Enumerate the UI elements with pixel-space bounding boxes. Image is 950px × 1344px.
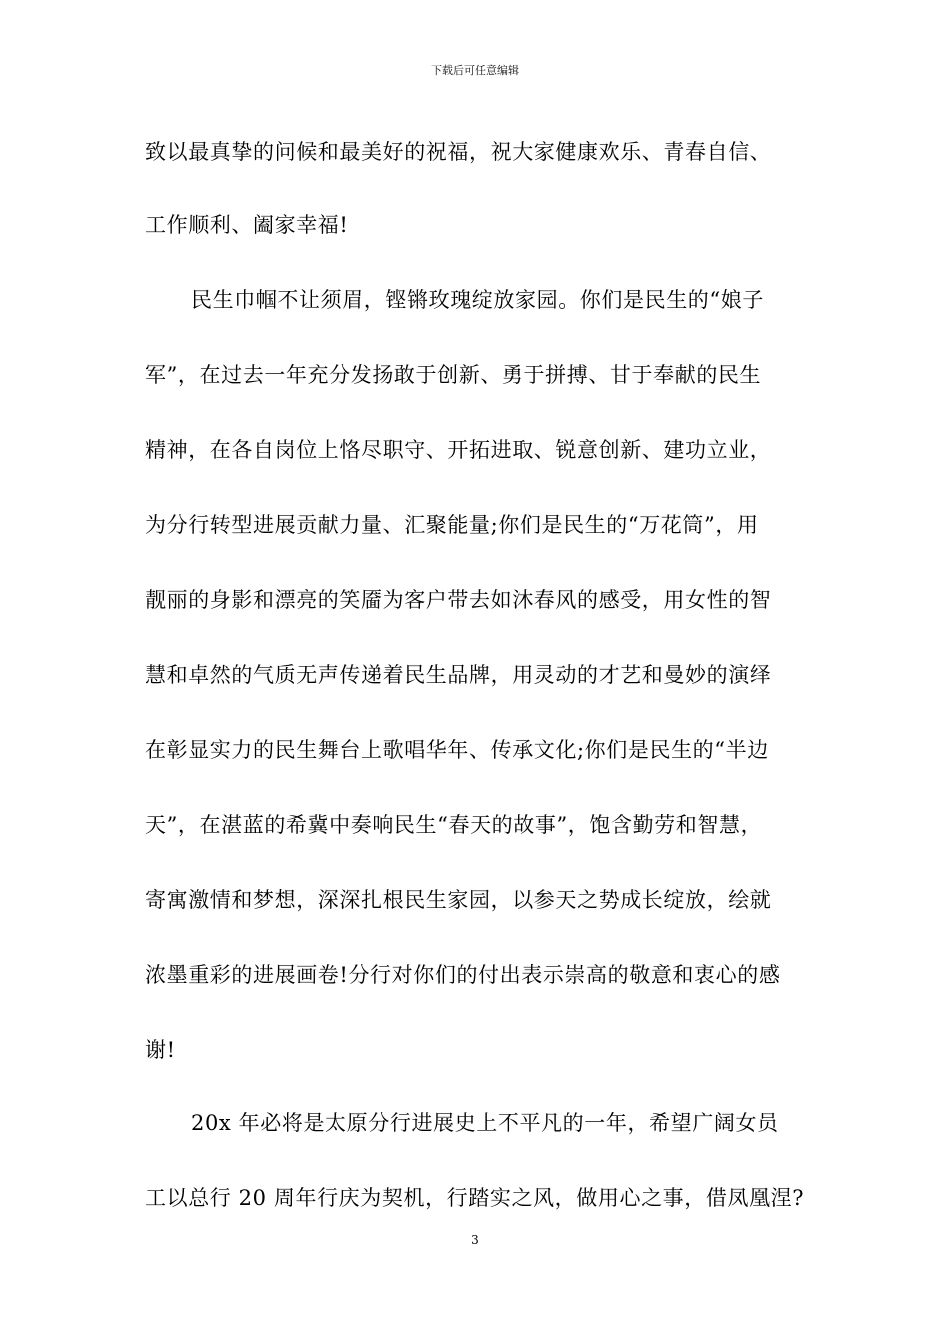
text-line: 寄寓激情和梦想，深深扎根民生家园，以参天之势成长绽放，绘就 bbox=[145, 888, 772, 912]
text-line: 谢! bbox=[145, 1038, 176, 1062]
text-line: 在彰显实力的民生舞台上歌唱华年、传承文化;你们是民生的“半边 bbox=[145, 738, 769, 762]
text-line: 靓丽的身影和漂亮的笑靥为客户带去如沐春风的感受，用女性的智 bbox=[145, 588, 772, 612]
text-line: 工作顺利、阖家幸福! bbox=[145, 213, 349, 237]
paragraph-first-line: 20x 年必将是太原分行进展史上不平凡的一年，希望广阔女员 bbox=[191, 1111, 779, 1135]
text-line: 为分行转型进展贡献力量、汇聚能量;你们是民生的“万花筒”，用 bbox=[145, 513, 759, 537]
text-line: 致以最真挚的问候和最美好的祝福，祝大家健康欢乐、青春自信、 bbox=[145, 140, 772, 164]
text-line: 天”，在湛蓝的希冀中奏响民生“春天的故事”，饱含勤劳和智慧， bbox=[145, 813, 763, 837]
text-line: 浓墨重彩的进展画卷!分行对你们的付出表示崇高的敬意和衷心的感 bbox=[145, 963, 781, 987]
page-header: 下载后可任意编辑 bbox=[431, 64, 519, 77]
text-line: 精神，在各自岗位上恪尽职守、开拓进取、锐意创新、建功立业， bbox=[145, 438, 772, 462]
page-number: 3 bbox=[471, 1233, 479, 1247]
text-line: 工以总行 20 周年行庆为契机，行踏实之风，做用心之事，借凤凰涅? bbox=[145, 1186, 805, 1210]
text-line: 军”，在过去一年充分发扬敢于创新、勇于拼搏、甘于奉献的民生 bbox=[145, 363, 762, 387]
text-line: 慧和卓然的气质无声传递着民生品牌，用灵动的才艺和曼妙的演绎 bbox=[145, 663, 772, 687]
paragraph-first-line: 民生巾帼不让须眉，铿锵玫瑰绽放家园。你们是民生的“娘子 bbox=[191, 288, 764, 312]
